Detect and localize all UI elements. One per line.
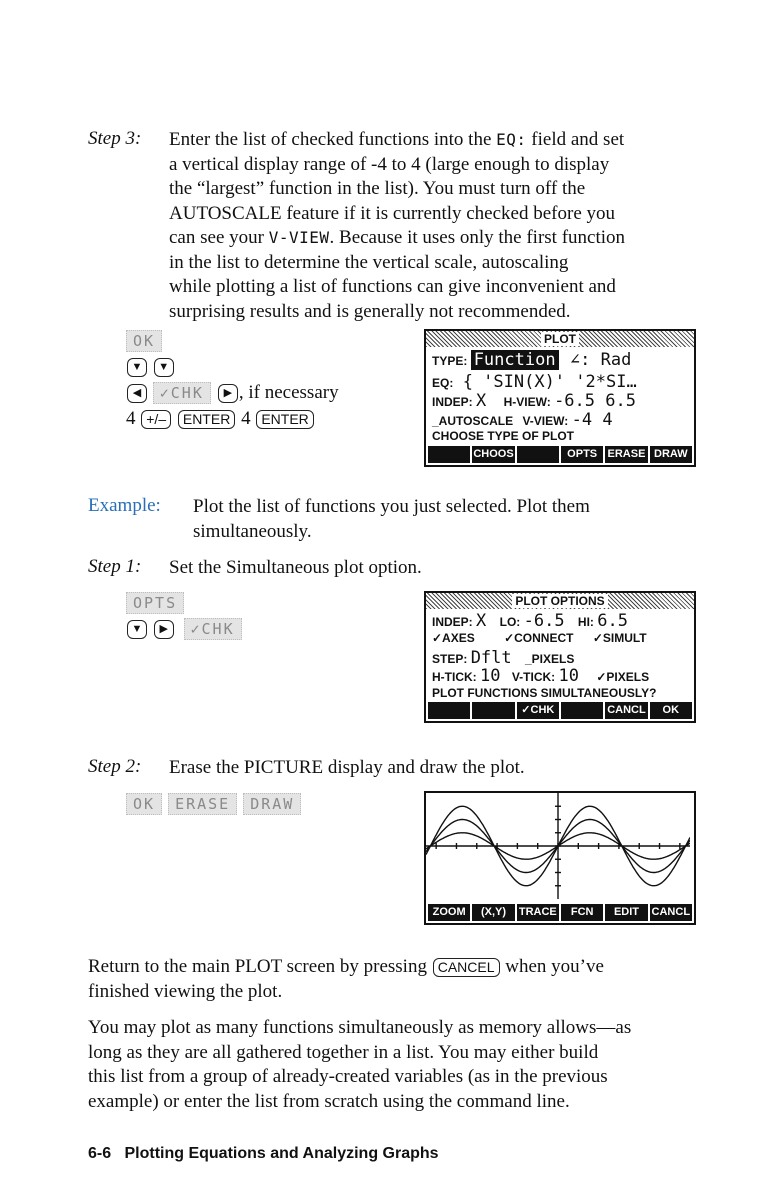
- opts-softkey[interactable]: OPTS: [126, 592, 184, 614]
- down-arrow-icon[interactable]: ▼: [127, 358, 147, 377]
- menu-key-blank[interactable]: [428, 446, 470, 463]
- enter-key[interactable]: ENTER: [178, 410, 235, 429]
- hi-field[interactable]: 6.5: [597, 611, 628, 631]
- plot-graph: [426, 793, 690, 899]
- screen-title: PLOT OPTIONS: [512, 594, 607, 608]
- left-arrow-icon[interactable]: ◀: [127, 384, 147, 403]
- step3-line-1: Enter the list of checked functions into the EQ: field and set: [169, 129, 625, 150]
- step3-keystrokes: [126, 330, 339, 434]
- enter-key[interactable]: ENTER: [256, 410, 313, 429]
- angle-field[interactable]: ∠: Rad: [569, 350, 632, 370]
- screen-prompt: CHOOSE TYPE OF PLOT: [432, 429, 575, 443]
- example-label: Example:: [88, 495, 161, 516]
- menu-key-edit[interactable]: EDIT: [605, 904, 647, 921]
- step3-line-7: while plotting a list of functions can give inconvenient and: [169, 276, 616, 297]
- step3-line-8: surprising results and is generally not recommended.: [169, 300, 571, 322]
- menu-key-fcn[interactable]: FCN: [561, 904, 603, 921]
- connect-checkbox[interactable]: ✓CONNECT: [504, 631, 574, 645]
- plot-picture-screen: [424, 791, 696, 925]
- menu-key-zoom[interactable]: ZOOM: [428, 904, 470, 921]
- cancel-key[interactable]: CANCEL: [433, 958, 500, 977]
- menu-key-xy[interactable]: (X,Y): [472, 904, 514, 921]
- menu-key-blank[interactable]: [472, 702, 514, 719]
- plusminus-key[interactable]: +/–: [141, 410, 171, 429]
- example-text: Plot the list of functions you just selected. Plot them simultaneously.: [193, 496, 590, 542]
- menu-key-draw[interactable]: DRAW: [650, 446, 692, 463]
- screen-title: PLOT: [541, 332, 579, 346]
- menu-key-erase[interactable]: ERASE: [605, 446, 647, 463]
- if-necessary-text: , if necessary: [238, 382, 339, 403]
- digit-four: 4: [241, 408, 251, 429]
- pixels-checkbox[interactable]: ✓PIXELS: [596, 670, 650, 684]
- menu-key-blank[interactable]: [517, 446, 559, 463]
- indep-field[interactable]: X: [476, 611, 487, 631]
- screen-prompt: PLOT FUNCTIONS SIMULTANEOUSLY?: [432, 686, 657, 700]
- axes-checkbox[interactable]: ✓AXES: [432, 631, 475, 645]
- menu-key-blank[interactable]: [428, 702, 470, 719]
- step2-text: Erase the PICTURE display and draw the plot.: [169, 757, 525, 778]
- hview-field[interactable]: -6.5 6.5: [554, 391, 636, 411]
- step3-line-2: a vertical display range of -4 to 4 (large enough to display: [169, 153, 610, 175]
- step-field[interactable]: Dflt: [470, 648, 512, 668]
- step2-keystrokes: [126, 793, 307, 815]
- chk-softkey[interactable]: ✓CHK: [153, 382, 211, 404]
- menu-key-trace[interactable]: TRACE: [517, 904, 559, 921]
- right-arrow-icon[interactable]: ▶: [154, 620, 174, 639]
- screen1-menu: [428, 446, 692, 463]
- lo-field[interactable]: -6.5: [523, 611, 565, 631]
- down-arrow-icon[interactable]: ▼: [127, 620, 147, 639]
- erase-softkey[interactable]: ERASE: [168, 793, 237, 815]
- step2-label: Step 2:: [88, 756, 142, 777]
- down-arrow-icon[interactable]: ▼: [154, 358, 174, 377]
- menu-key-ok[interactable]: OK: [650, 702, 692, 719]
- pixels-checkbox[interactable]: _PIXELS: [524, 652, 575, 666]
- step3-text: [169, 128, 729, 324]
- step3-label: Step 3:: [88, 128, 142, 149]
- menu-key-opts[interactable]: OPTS: [561, 446, 603, 463]
- chk-softkey[interactable]: ✓CHK: [184, 618, 242, 640]
- indep-field[interactable]: X: [476, 391, 487, 411]
- step3-line-6: in the list to determine the vertical scale, autoscaling: [169, 251, 569, 273]
- plot-options-screen: PLOT OPTIONS INDEP: X LO: -6.5 HI: 6.5 ✓AXES ✓CONNECT ✓SIMULT STEP: Dflt _PIXELS H-TICK: 10 V-TICK: 10 ✓PIXELS PLOT FUNCTIONS SIMULTANEOUSLY? ✓CHK CANCL OK: [424, 591, 696, 723]
- type-field[interactable]: Function: [471, 350, 559, 370]
- draw-softkey[interactable]: DRAW: [243, 793, 301, 815]
- step1-keystrokes: [126, 592, 248, 644]
- step3-line-5: can see your V-VIEW. Because it uses only the first function: [169, 227, 626, 248]
- memory-paragraph: You may plot as many functions simultaneously as memory allows—as long as they are all gathered together in a list. You may either build this list from a group of already-created variables (as in the previous example) or enter the list from scratch using the command line.: [88, 1017, 632, 1112]
- return-paragraph: Return to the main PLOT screen by pressing CANCEL when you’ve finished viewing the plot.: [88, 956, 604, 1002]
- screen2-menu: [428, 702, 692, 719]
- digit-four: 4: [126, 408, 136, 429]
- step1-text: Set the Simultaneous plot option.: [169, 557, 422, 578]
- page-footer: [88, 1145, 439, 1163]
- screen3-menu: [428, 904, 692, 921]
- autoscale-checkbox[interactable]: _AUTOSCALE: [432, 414, 514, 428]
- page-number: 6-6: [88, 1145, 112, 1162]
- menu-key-choos[interactable]: CHOOS: [472, 446, 514, 463]
- step3-line-4: AUTOSCALE feature if it is currently checked before you: [169, 202, 615, 224]
- simult-checkbox[interactable]: ✓SIMULT: [592, 631, 647, 645]
- step3-line-3: the “largest” function in the list). You must turn off the: [169, 178, 586, 199]
- menu-key-cancl[interactable]: CANCL: [650, 904, 692, 921]
- ok-softkey[interactable]: OK: [126, 330, 162, 352]
- menu-key-chk[interactable]: ✓CHK: [517, 702, 559, 719]
- menu-key-blank[interactable]: [561, 702, 603, 719]
- vtick-field[interactable]: 10: [558, 666, 579, 686]
- plot-screen: PLOT TYPE: Function ∠: Rad EQ: { 'SIN(X)' '2*SI… INDEP: X H-VIEW: -6.5 6.5 _AUTOSCALE V-VIEW: -4 4 CHOOSE TYPE OF PLOT CHOOS OPTS ERASE DRAW: [424, 329, 696, 467]
- step1-label: Step 1:: [88, 556, 142, 577]
- menu-key-cancl[interactable]: CANCL: [605, 702, 647, 719]
- vview-field[interactable]: -4 4: [571, 410, 613, 430]
- ok-softkey[interactable]: OK: [126, 793, 162, 815]
- chapter-title: Plotting Equations and Analyzing Graphs: [124, 1145, 439, 1162]
- eq-field[interactable]: { 'SIN(X)' '2*SI…: [462, 372, 637, 392]
- right-arrow-icon[interactable]: ▶: [218, 384, 238, 403]
- htick-field[interactable]: 10: [480, 666, 501, 686]
